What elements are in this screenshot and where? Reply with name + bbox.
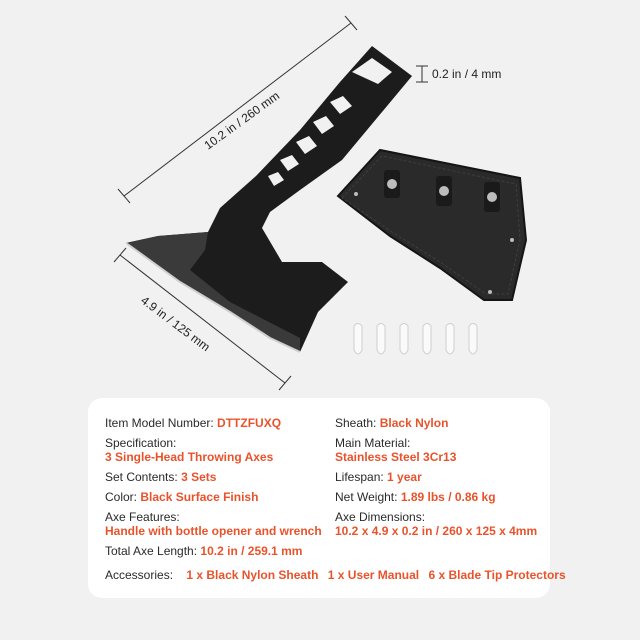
spec-card: [88, 398, 566, 598]
spec-axe-dimensions-value: 10.2 x 4.9 x 0.2 in / 260 x 125 x 4mm: [335, 524, 538, 538]
length-label: 10.2 in / 260 mm: [201, 88, 283, 153]
spec-sheath-label: Sheath:: [335, 416, 377, 430]
spec-color-label: Color:: [105, 490, 138, 504]
spec-features-value: Handle with bottle opener and wrench: [105, 524, 322, 538]
spec-features-label-row: [105, 510, 180, 524]
spec-specification-label-row: [105, 436, 176, 450]
spec-model-label: Item Model Number:: [105, 416, 214, 430]
spec-color-value: Black Surface Finish: [140, 490, 259, 504]
spec-axe-dimensions-label-row: [335, 510, 425, 524]
spec-model: [105, 416, 281, 430]
spec-set-contents-value: 3 Sets: [181, 470, 217, 484]
spec-total-length-value: 10.2 in / 259.1 mm: [200, 544, 303, 558]
sheath-image: [338, 150, 526, 300]
width-label: 4.9 in / 125 mm: [138, 293, 213, 355]
spec-material-value-row: [335, 450, 456, 464]
spec-net-weight-label: Net Weight:: [335, 490, 398, 504]
spec-lifespan-value: 1 year: [387, 470, 422, 484]
spec-total-length: [105, 544, 302, 558]
spec-material-label-row: [335, 436, 410, 450]
spec-axe-dimensions-label: Axe Dimensions:: [335, 510, 426, 524]
spec-set-contents: [105, 470, 216, 484]
spec-accessories-label: Accessories:: [105, 568, 174, 582]
spec-set-contents-label: Set Contents:: [105, 470, 178, 484]
spec-specification-value-row: [105, 450, 273, 464]
spec-model-value: DTTZFUXQ: [217, 416, 282, 430]
spec-sheath: [335, 416, 448, 430]
spec-specification-value: 3 Single-Head Throwing Axes: [105, 450, 274, 464]
spec-specification-label: Specification:: [105, 436, 177, 450]
spec-accessory-item: 1 x Black Nylon Sheath: [186, 568, 319, 582]
spec-material-label: Main Material:: [335, 436, 411, 450]
spec-lifespan-label: Lifespan:: [335, 470, 384, 484]
blade-tip-protectors: [354, 324, 477, 355]
thickness-label: 0.2 in / 4 mm: [432, 67, 502, 81]
spec-net-weight: [335, 490, 496, 504]
spec-lifespan: [335, 470, 422, 484]
spec-color: [105, 490, 258, 504]
spec-accessory-item: 1 x User Manual: [327, 568, 420, 582]
spec-features-label: Axe Features:: [105, 510, 180, 524]
spec-material-value: Stainless Steel 3Cr13: [335, 450, 457, 464]
spec-accessories: [105, 568, 566, 582]
spec-features-value-row: [105, 524, 322, 538]
thickness-dimension: [416, 66, 428, 82]
spec-total-length-label: Total Axe Length:: [105, 544, 198, 558]
spec-axe-dimensions-value-row: [335, 524, 537, 538]
spec-accessory-item: 6 x Blade Tip Protectors: [428, 568, 566, 582]
spec-net-weight-value: 1.89 lbs / 0.86 kg: [400, 490, 496, 504]
spec-sheath-value: Black Nylon: [379, 416, 449, 430]
